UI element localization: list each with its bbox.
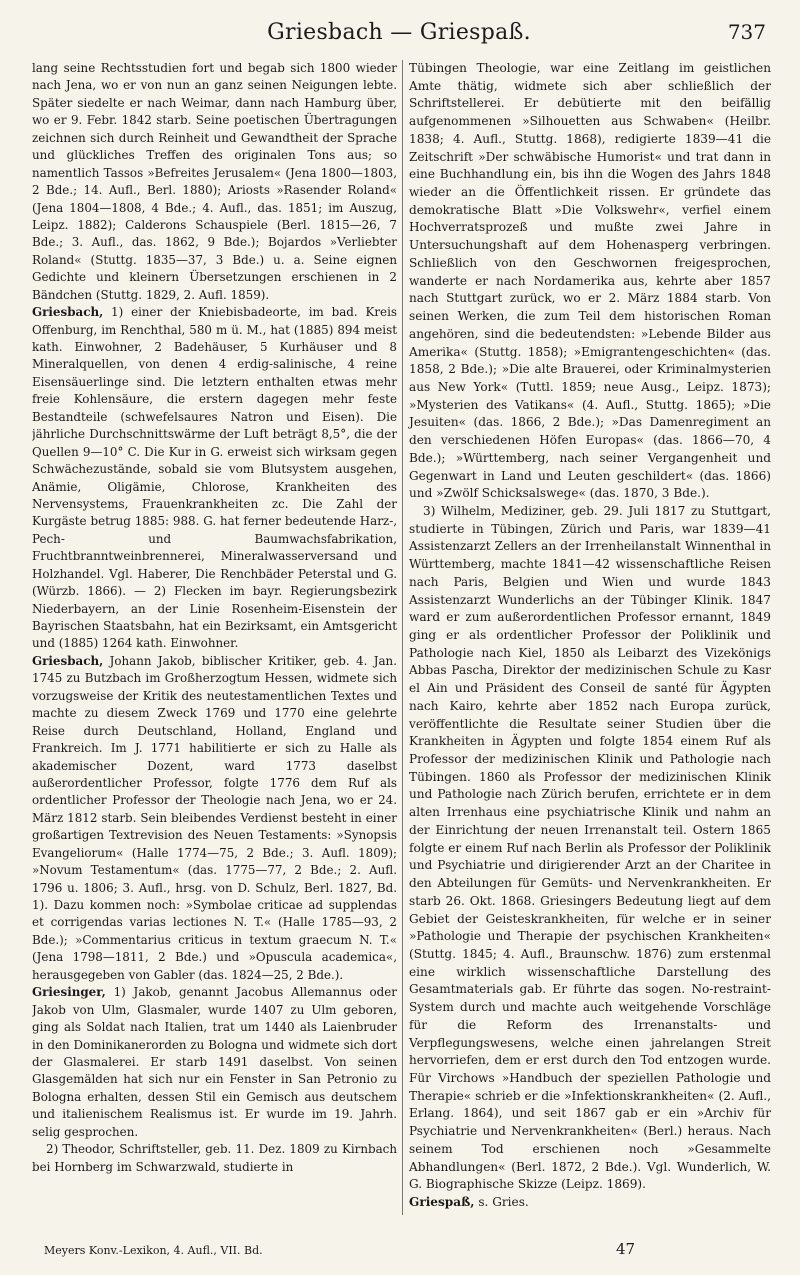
- entry-paragraph: [32, 1141, 397, 1176]
- entry-headword: Griesinger,: [32, 985, 106, 1000]
- right-column: [402, 60, 771, 1215]
- entry-text: lang seine Rechtsstudien fort und begab sich 1800 wieder nach Jena, wo er von nun an ganz seinen Neigungen lebte. Später siedelte er nach Weimar, dann nach Hamburg über, wo er 9. Febr. 1842 starb. Seine poetischen Übertragungen zeichnen sich durch Reinheit und Gewandtheit der Sprache und glückliches Treffen des originalen Tons aus; so namentlich Tassos »Befreites Jerusalem« (Jena 1800—1803, 2 Bde.; 14. Aufl., Berl. 1880); Ariosts »Rasender Roland« (Jena 1804—1808, 4 Bde.; 4. Aufl., das. 1851; im Auszug, Leipz. 1882); Calderons Schauspiele (Berl. 1815—26, 7 Bde.; 3. Aufl., das. 1862, 9 Bde.); Bojardos »Verliebter Roland« (Stuttg. 1835—37, 3 Bde.) u. a. Seine eignen Gedichte und kleinern Übersetzungen erschienen in 2 Bändchen (Stuttg. 1829, 2. Aufl. 1859).: [32, 61, 397, 302]
- page-title: Griesbach — Griespaß.: [267, 20, 531, 45]
- entry-text: 1) Jakob, genannt Jacobus Allemannus oder Jakob von Ulm, Glasmaler, wurde 1407 zu Ulm geboren, ging als Soldat nach Italien, trat um 1440 als Laienbruder in den Dominikanerorden zu Bologna und widmete sich dort der Glasmalerei. Er starb 1491 daselbst. Von seinen Glasgemälden hat sich nur ein Fenster in San Petronio zu Bologna erhalten, dessen Stil ein Gemisch aus deutschem und italienischem Realismus ist. Er wurde im 19. Jahrh. selig gesprochen.: [32, 985, 397, 1139]
- entry-paragraph: [409, 60, 771, 503]
- entry-paragraph: [32, 984, 397, 1141]
- entry-paragraph: [32, 653, 397, 984]
- sheet-number: 47: [616, 1240, 636, 1258]
- entry-text: s. Gries.: [474, 1195, 529, 1209]
- entry-headword: Griesbach,: [32, 653, 104, 668]
- entry-text: Johann Jakob, biblischer Kritiker, geb. 4. Jan. 1745 zu Butzbach im Großherzogtum Hessen, widmete sich vorzugsweise der Kritik des neutestamentlichen Textes und machte zu diesem Zweck 1769 und 1770 eine gelehrte Reise durch Deutschland, Holland, England und Frankreich. Im J. 1771 habilitierte er sich zu Halle als akademischer Dozent, ward 1773 daselbst außerordentlicher Professor, folgte 1776 dem Ruf als ordentlicher Professor der Theologie nach Jena, wo er 24. März 1812 starb. Sein bleibendes Verdienst besteht in einer großartigen Textrevision des Neuen Testaments: »Synopsis Evangeliorum« (Halle 1774—75, 2 Bde.; 3. Aufl. 1809); »Novum Testamentum« (das. 1775—77, 2 Bde.; 2. Aufl. 1796 u. 1806; 3. Aufl., hrsg. von D. Schulz, Berl. 1827, Bd. 1). Dazu kommen noch: »Symbolae criticae ad supplendas et corrigendas varias lectiones N. T.« (Halle 1785—93, 2 Bde.); »Commentarius criticus in textum graecum N. T.« (Jena 1798—1811, 2 Bde.) und »Opuscula academica«, herausgegeben von Gabler (das. 1824—25, 2 Bde.).: [32, 653, 397, 982]
- entry-headword: Griespaß,: [409, 1195, 475, 1209]
- entry-paragraph: [409, 503, 771, 1194]
- entry-paragraph: [32, 60, 397, 304]
- entry-paragraph: [409, 1194, 771, 1212]
- entry-headword: Griesbach,: [32, 305, 104, 320]
- printer-signature: Meyers Konv.-Lexikon, 4. Aufl., VII. Bd.: [44, 1244, 263, 1257]
- left-column: [32, 60, 397, 1215]
- running-head: [32, 16, 766, 50]
- entry-text: Tübingen Theologie, war eine Zeitlang im geistlichen Amte thätig, widmete sich aber schließlich der Schriftstellerei. Er debütierte mit den beifällig aufgenommenen »Silhouetten aus Schwaben« (Heilbr. 1838; 4. Aufl., Stuttg. 1868), redigierte 1839—41 die Zeitschrift »Der schwäbische Humorist« und trat dann in eine Buchhandlung ein, bis ihn die Wogen des Jahrs 1848 wieder an die Öffentlichkeit rissen. Er gründete das demokratische Blatt »Die Volkswehr«, verfiel einem Hochverratsprozeß und mußte zwei Jahre in Untersuchungshaft auf dem Hohenasperg verbringen. Schließlich von den Geschwornen freigesprochen, wanderte er nach Nordamerika aus, kehrte aber 1857 nach Stuttgart zurück, wo er 2. März 1884 starb. Von seinen Werken, die zum Teil dem historischen Roman angehören, sind die bedeutendsten: »Lebende Bilder aus Amerika« (Stuttg. 1858); »Emigrantengeschichten« (das. 1858, 2 Bde.); »Die alte Brauerei, oder Kriminalmysterien aus New York« (Tuttl. 1859; neue Ausg., Leipz. 1873); »Mysterien des Vatikans« (4. Aufl., Stuttg. 1865); »Die Jesuiten« (das. 1866, 2 Bde.); »Das Damenregiment an den verschiedenen Höfen Europas« (das. 1866—70, 4 Bde.); »Württemberg, nach seiner Vergangenheit und Gegenwart in Land und Leuten geschildert« (das. 1866) und »Zwölf Schicksalswege« (das. 1870, 3 Bde.).: [409, 61, 771, 501]
- entry-text: 2) Theodor, Schriftsteller, geb. 11. Dez. 1809 zu Kirnbach bei Hornberg im Schwarzwald, studierte in: [32, 1142, 397, 1174]
- entry-paragraph: [32, 304, 397, 653]
- entry-text: 1) einer der Kniebisbadeorte, im bad. Kreis Offenburg, im Renchthal, 580 m ü. M., hat (1885) 894 meist kath. Einwohner, 2 Badehäuser, 5 Kurhäuser und 8 Mineralquellen, von denen 4 erdig-salinische, 4 reine Eisensäuerlinge sind. Die letztern enthalten etwas mehr freie Kohlensäure, die erstern dagegen mehr feste Bestandteile (schwefelsaures Natron und Eisen). Die jährliche Durchschnittswärme der Luft beträgt 8,5°, die der Quellen 9—10° C. Die Kur in G. erweist sich wirksam gegen Schwächezustände, sobald sie vom Blutsystem ausgehen, Anämie, Oligämie, Chlorose, Krankheiten des Nervensystems, Frauenkrankheiten zc. Die Zahl der Kurgäste betrug 1885: 988. G. hat ferner bedeutende Harz-, Pech- und Baumwachsfabrikation, Fruchtbranntweinbrennerei, Mineralwasserversand und Holzhandel. Vgl. Haberer, Die Renchbäder Peterstal und G. (Würzb. 1866). — 2) Flecken im bayr. Regierungsbezirk Niederbayern, an der Linie Rosenheim-Eisenstein der Bayrischen Staatsbahn, hat ein Bezirksamt, ein Amtsgericht und (1885) 1264 kath. Einwohner.: [32, 305, 397, 651]
- entry-text: 3) Wilhelm, Mediziner, geb. 29. Juli 1817 zu Stuttgart, studierte in Tübingen, Zürich und Paris, war 1839—41 Assistenzarzt Zellers an der Irrenheilanstalt Winnenthal in Württemberg, machte 1841—42 wissenschaftliche Reisen nach Paris, Belgien und Wien und wurde 1843 Assistenzarzt Wunderlichs an der Tübinger Klinik. 1847 ward er zum außerordentlichen Professor ernannt, 1849 ging er als ordentlicher Professor der Poliklinik und Pathologie nach Kiel, 1850 als Leibarzt des Vizekönigs Abbas Pascha, Direktor der medizinischen Schule zu Kasr el Ain und Präsident des Conseil de santé für Ägypten nach Kairo, kehrte aber 1852 nach Europa zurück, veröffentlichte die Resultate seiner Studien über die Krankheiten in Ägypten und folgte 1854 einem Ruf als Professor der medizinischen Klinik und Pathologie nach Tübingen. 1860 als Professor der medizinischen Klinik und Pathologie nach Zürich berufen, errichtete er in dem alten Irrenhaus eine psychiatrische Klinik und nahm an der Einrichtung der neuen Irrenanstalt teil. Ostern 1865 folgte er einem Ruf nach Berlin als Professor der Poliklinik und Psychiatrie und dirigierender Arzt an der Charitee in den Abteilungen für Gemüts- und Nervenkrankheiten. Er starb 26. Okt. 1868. Griesingers Bedeutung liegt auf dem Gebiet der Geisteskrankheiten, für welche er in seiner »Pathologie und Therapie der psychischen Krankheiten« (Stuttg. 1845; 4. Aufl., Braunschw. 1876) zum erstenmal eine wirklich wissenschaftliche Darstellung des Gesamtmaterials gab. Er führte das sogen. No-restraint-System durch und machte auch weitgehende Vorschläge für die Reform des Irrenanstalts- und Verpflegungswesens, welche einen jahrelangen Streit hervorriefen, dem er erst durch den Tod entzogen wurde. Für Virchows »Handbuch der speziellen Pathologie und Therapie« schrieb er die »Infektionskrankheiten« (2. Aufl., Erlang. 1864), und seit 1867 gab er ein »Archiv für Psychiatrie und Nervenkrankheiten« (Berl.) heraus. Nach seinem Tod erschienen noch »Gesammelte Abhandlungen« (Berl. 1872, 2 Bde.). Vgl. Wunderlich, W. G. Biographische Skizze (Leipz. 1869).: [409, 503, 771, 1192]
- page-number: 737: [727, 20, 766, 44]
